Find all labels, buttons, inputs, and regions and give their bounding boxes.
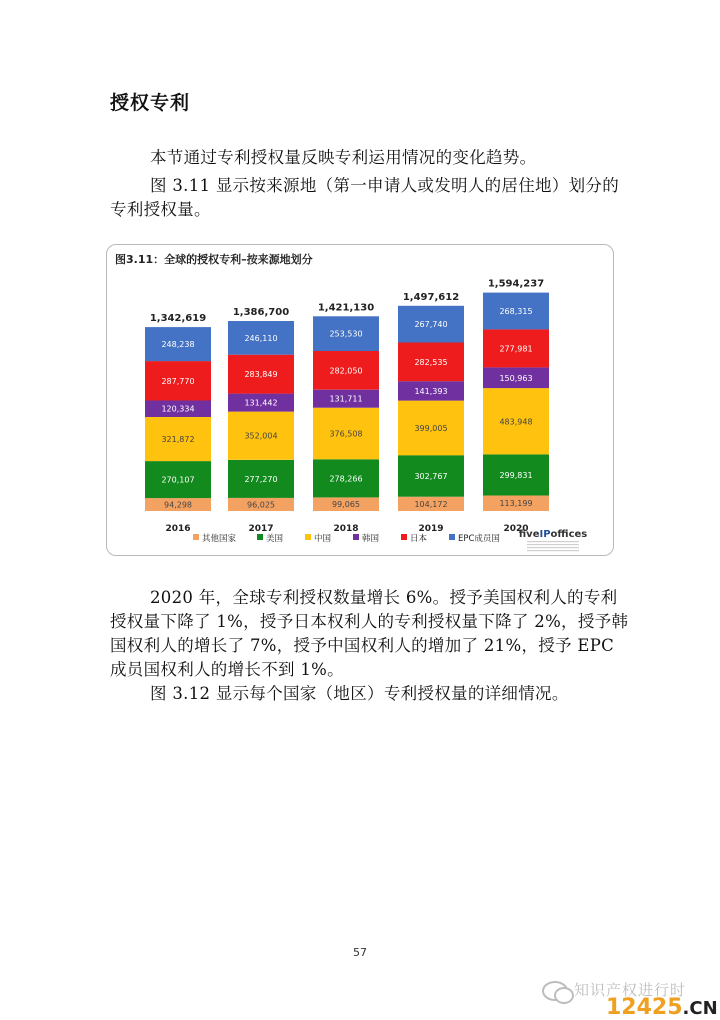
data-label: 253,530: [329, 329, 363, 339]
data-label: 376,508: [329, 429, 363, 439]
data-label: 302,767: [414, 472, 448, 481]
data-label: 283,849: [244, 370, 278, 380]
fiveIPoffices-logo: [519, 529, 588, 551]
data-label: 399,005: [414, 423, 448, 433]
x-tick-label: 2018: [333, 524, 359, 534]
total-label: 1,342,619: [149, 313, 207, 325]
data-label: 150,963: [499, 373, 533, 383]
data-label: 248,238: [161, 340, 195, 350]
watermark: [540, 975, 720, 1019]
logo-caption-line: [527, 544, 579, 545]
legend-swatch: [449, 534, 455, 540]
legend-swatch: [305, 534, 311, 540]
data-label: 246,110: [244, 333, 278, 343]
logo-caption-line: [527, 550, 579, 551]
data-label: 287,770: [161, 376, 195, 386]
legend-label: EPC成员国: [458, 534, 500, 544]
wechat-icon-bubble: [554, 987, 574, 1004]
data-label: 270,107: [161, 475, 195, 485]
legend-swatch: [353, 534, 359, 540]
logo-caption-line: [527, 547, 579, 548]
legend-label: 日本: [410, 534, 428, 544]
data-label: 96,025: [247, 500, 275, 510]
total-label: 1,594,237: [487, 278, 545, 290]
data-label: 94,298: [164, 500, 192, 510]
legend-label: 韩国: [362, 534, 380, 544]
watermark-domain: [606, 995, 718, 1020]
data-label: 104,172: [414, 499, 448, 509]
total-label: 1,421,130: [317, 302, 375, 314]
x-tick-label: 2019: [418, 524, 444, 534]
chart-figure-3-11: [106, 244, 614, 556]
x-tick-label: 2017: [248, 524, 274, 534]
section-heading: 授权专利: [110, 92, 191, 114]
watermark-code: 12425: [606, 995, 683, 1020]
stacked-bar-chart: [107, 245, 613, 555]
data-label: 131,442: [244, 398, 278, 408]
legend-swatch: [401, 534, 407, 540]
total-label: 1,386,700: [232, 307, 290, 318]
legend-swatch: [257, 534, 263, 540]
chart-title: 图3.11：全球的授权专利–按来源地划分: [115, 253, 313, 266]
paragraph-growth: 2020 年，全球专利授权数量增长 6%。授予美国权利人的专利授权量下降了 1%，授予日本权利人的专利授权量下降了 2%，授予韩国权利人的增长了 7%，授予中国权利人的增加了 21%，授予 EPC 成员国权利人的增长不到 1%。: [110, 588, 629, 679]
legend-swatch: [193, 534, 199, 540]
data-label: 131,711: [329, 394, 363, 404]
total-label: 1,497,612: [402, 291, 460, 303]
data-label: 267,740: [414, 320, 448, 330]
watermark-text: 知识产权进行时: [574, 981, 687, 999]
paragraph-figure-3-12: 图 3.12 显示每个国家（地区）专利授权量的详细情况。: [150, 684, 569, 703]
page-number: 57: [353, 946, 367, 959]
data-label: 483,948: [499, 417, 533, 427]
data-label: 268,315: [499, 307, 533, 316]
data-label: 277,270: [244, 474, 278, 484]
data-label: 278,266: [329, 474, 363, 484]
data-label: 321,872: [161, 435, 195, 444]
watermark-tld: .CN: [682, 998, 718, 1019]
paragraph-intro: 本节通过专利授权量反映专利运用情况的变化趋势。: [150, 148, 537, 167]
paragraph-figure-ref: 图 3.11 显示按来源地（第一申请人或发明人的居住地）划分的专利授权量。: [110, 176, 620, 219]
legend-label: 其他国家: [202, 534, 237, 544]
data-label: 141,393: [414, 386, 448, 396]
legend-label: 中国: [314, 534, 332, 544]
data-label: 113,199: [499, 499, 533, 509]
logo-text: fiveIPoffices: [518, 529, 588, 540]
data-label: 352,004: [244, 431, 278, 441]
data-label: 282,050: [329, 366, 363, 376]
data-label: 277,981: [499, 344, 533, 354]
data-label: 120,334: [161, 404, 195, 414]
data-label: 299,831: [499, 471, 533, 480]
logo-caption-line: [527, 541, 579, 542]
x-tick-label: 2016: [165, 524, 191, 534]
data-label: 99,065: [332, 500, 360, 510]
legend-label: 美国: [266, 534, 284, 544]
x-tick-label: 2020: [503, 524, 529, 534]
data-label: 282,535: [414, 357, 448, 367]
